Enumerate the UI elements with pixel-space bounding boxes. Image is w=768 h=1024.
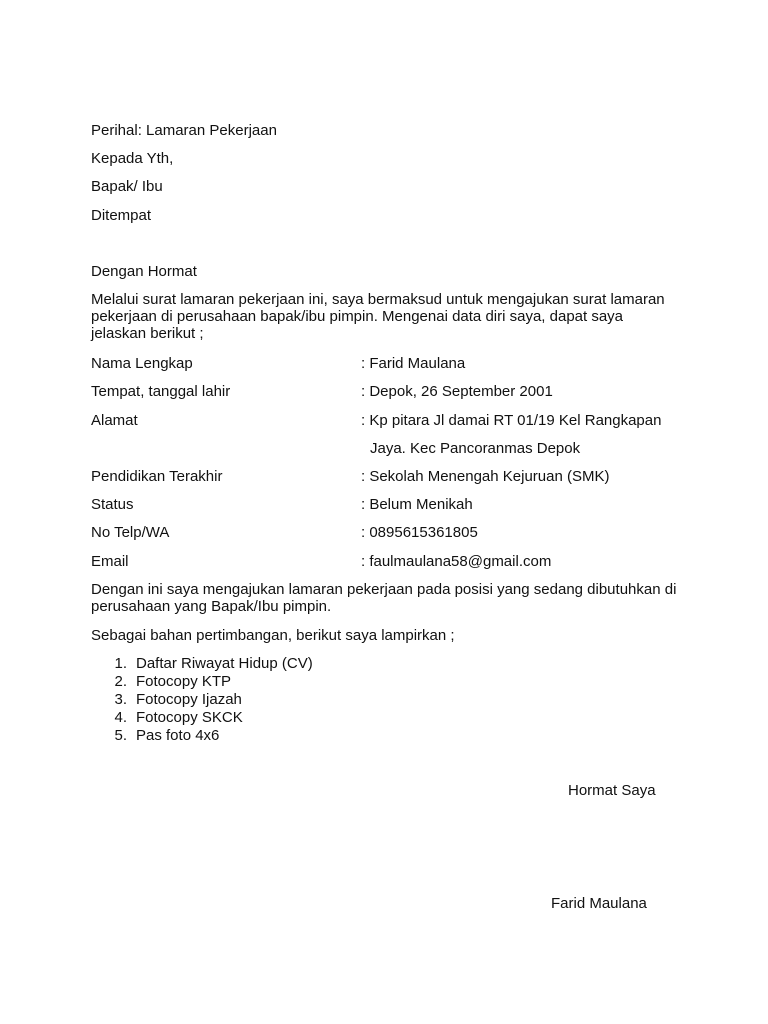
closing: Hormat Saya xyxy=(568,782,656,799)
detail-label: Pendidikan Terakhir xyxy=(91,468,223,485)
detail-value: : Depok, 26 September 2001 xyxy=(361,383,553,400)
list-item xyxy=(91,655,491,672)
list-item-text: Fotocopy KTP xyxy=(136,673,232,690)
recipient-line: Kepada Yth, xyxy=(91,150,174,167)
detail-value-continuation: Jaya. Kec Pancoranmas Depok xyxy=(370,440,581,457)
list-item-number: 5. xyxy=(114,727,127,744)
list-item-text: Fotocopy Ijazah xyxy=(136,691,242,708)
detail-value: : Sekolah Menengah Kejuruan (SMK) xyxy=(361,468,610,485)
subject-line: Perihal: Lamaran Pekerjaan xyxy=(91,122,277,139)
detail-row-status xyxy=(91,496,691,513)
detail-value: : faulmaulana58@gmail.com xyxy=(361,553,552,570)
detail-row-telp xyxy=(91,524,691,541)
detail-label: Alamat xyxy=(91,412,138,429)
greeting: Dengan Hormat xyxy=(91,263,197,280)
detail-row-pendidikan xyxy=(91,468,691,485)
attachments-intro: Sebagai bahan pertimbangan, berikut saya lampirkan ; xyxy=(91,627,455,644)
list-item-number: 3. xyxy=(114,691,127,708)
list-item-number: 4. xyxy=(114,709,127,726)
detail-label: Status xyxy=(91,496,134,513)
list-item-text: Fotocopy SKCK xyxy=(136,709,243,726)
detail-label: Nama Lengkap xyxy=(91,355,193,372)
body-paragraph: Dengan ini saya mengajukan lamaran pekerjaan pada posisi yang sedang dibutuhkan di perusahaan yang Bapak/Ibu pimpin. xyxy=(91,581,677,615)
list-item-number: 2. xyxy=(114,673,127,690)
detail-label: Email xyxy=(91,553,129,570)
detail-value: : 0895615361805 xyxy=(361,524,478,541)
list-item xyxy=(91,709,491,726)
list-item xyxy=(91,691,491,708)
detail-row-alamat xyxy=(91,412,691,429)
detail-label: Tempat, tanggal lahir xyxy=(91,383,231,400)
detail-value: : Belum Menikah xyxy=(361,496,473,513)
detail-value: : Kp pitara Jl damai RT 01/19 Kel Rangkapan xyxy=(361,412,662,429)
detail-row-ttl xyxy=(91,383,691,400)
list-item-number: 1. xyxy=(114,655,127,672)
detail-value: : Farid Maulana xyxy=(361,355,466,372)
detail-row-email xyxy=(91,553,691,570)
list-item xyxy=(91,727,491,744)
recipient-name: Bapak/ Ibu xyxy=(91,178,163,195)
list-item-text: Pas foto 4x6 xyxy=(136,727,220,744)
list-item xyxy=(91,673,491,690)
signature-name: Farid Maulana xyxy=(551,895,647,912)
detail-row-nama xyxy=(91,355,691,372)
list-item-text: Daftar Riwayat Hidup (CV) xyxy=(136,655,313,672)
intro-paragraph: Melalui surat lamaran pekerjaan ini, saya bermaksud untuk mengajukan surat lamaran pekerjaan di perusahaan bapak/ibu pimpin. Mengenai data diri saya, dapat saya jelaskan berikut ; xyxy=(91,291,665,342)
detail-label: No Telp/WA xyxy=(91,524,170,541)
recipient-place: Ditempat xyxy=(91,207,152,224)
